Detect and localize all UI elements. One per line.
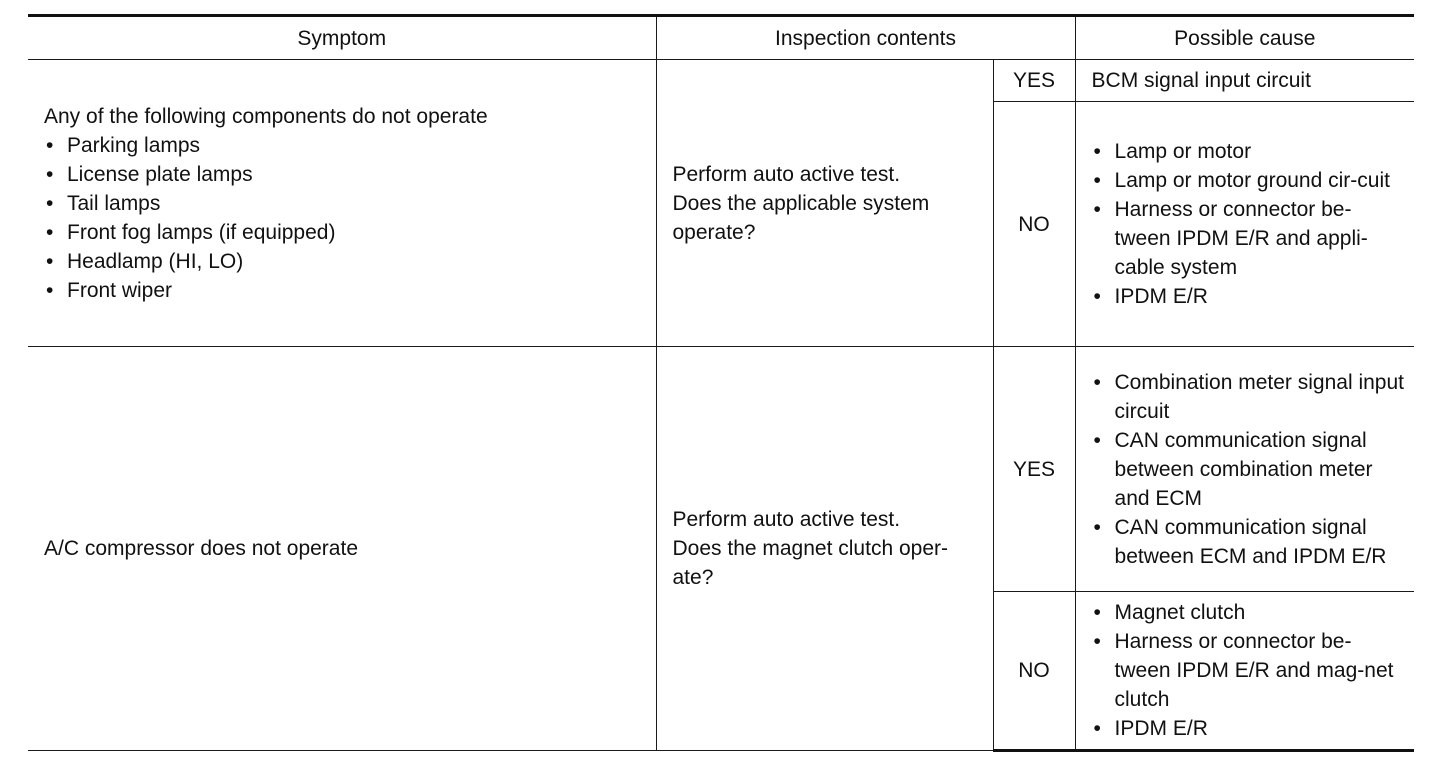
list-item: • Front fog lamps (if equipped) (44, 218, 646, 247)
list-item: • Lamp or motor ground cir-cuit (1092, 166, 1405, 195)
list-item: • Harness or connector be-tween IPDM E/R and mag-net clutch (1092, 627, 1405, 714)
header-cause: Possible cause (1075, 16, 1414, 60)
inspection-line: Does the applicable system (672, 191, 930, 215)
cause-list (1092, 368, 1405, 571)
symptom-cell: A/C compressor does not operate (28, 347, 656, 751)
list-item: • CAN communication signal between ECM and IPDM E/R (1092, 513, 1405, 571)
header-row (28, 16, 1414, 60)
no-cause-cell (1075, 102, 1414, 347)
list-item: • Tail lamps (44, 189, 646, 218)
symptom-cell (28, 60, 656, 347)
list-item: • Headlamp (HI, LO) (44, 247, 646, 276)
inspection-line: Does the magnet clutch oper- (672, 537, 948, 560)
diagnosis-table-container (28, 14, 1414, 752)
cause-list (1092, 137, 1405, 311)
symptom-intro: Any of the following components do not operate (44, 104, 488, 128)
list-item: • Harness or connector be-tween IPDM E/R and appli-cable system (1092, 195, 1405, 282)
diagnosis-table (28, 14, 1414, 752)
inspection-line: ate? (672, 566, 714, 589)
list-item: • Parking lamps (44, 131, 646, 160)
list-item: • Front wiper (44, 276, 646, 305)
inspection-line: Perform auto active test. (672, 508, 901, 531)
list-item: • Combination meter signal input circuit (1092, 368, 1405, 426)
cause-list (1092, 598, 1405, 743)
table-row (28, 347, 1414, 592)
inspection-cell (656, 347, 993, 751)
no-label: NO (993, 102, 1075, 347)
list-item: • Lamp or motor (1092, 137, 1405, 166)
yes-cause-cell (1075, 347, 1414, 592)
inspection-cell (656, 60, 993, 347)
no-label: NO (993, 592, 1075, 751)
table-row (28, 60, 1414, 102)
inspection-line: Perform auto active test. (672, 162, 901, 186)
list-item: • IPDM E/R (1092, 714, 1405, 743)
list-item: • Magnet clutch (1092, 598, 1405, 627)
yes-label: YES (993, 60, 1075, 102)
inspection-line: operate? (672, 220, 756, 244)
header-inspection: Inspection contents (656, 16, 1075, 60)
list-item: • License plate lamps (44, 160, 646, 189)
no-cause-cell (1075, 592, 1414, 751)
list-item: • IPDM E/R (1092, 282, 1405, 311)
header-symptom: Symptom (28, 16, 656, 60)
symptom-list (44, 131, 646, 305)
yes-label: YES (993, 347, 1075, 592)
yes-cause: BCM signal input circuit (1075, 60, 1414, 102)
list-item: • CAN communication signal between combination meter and ECM (1092, 426, 1405, 513)
